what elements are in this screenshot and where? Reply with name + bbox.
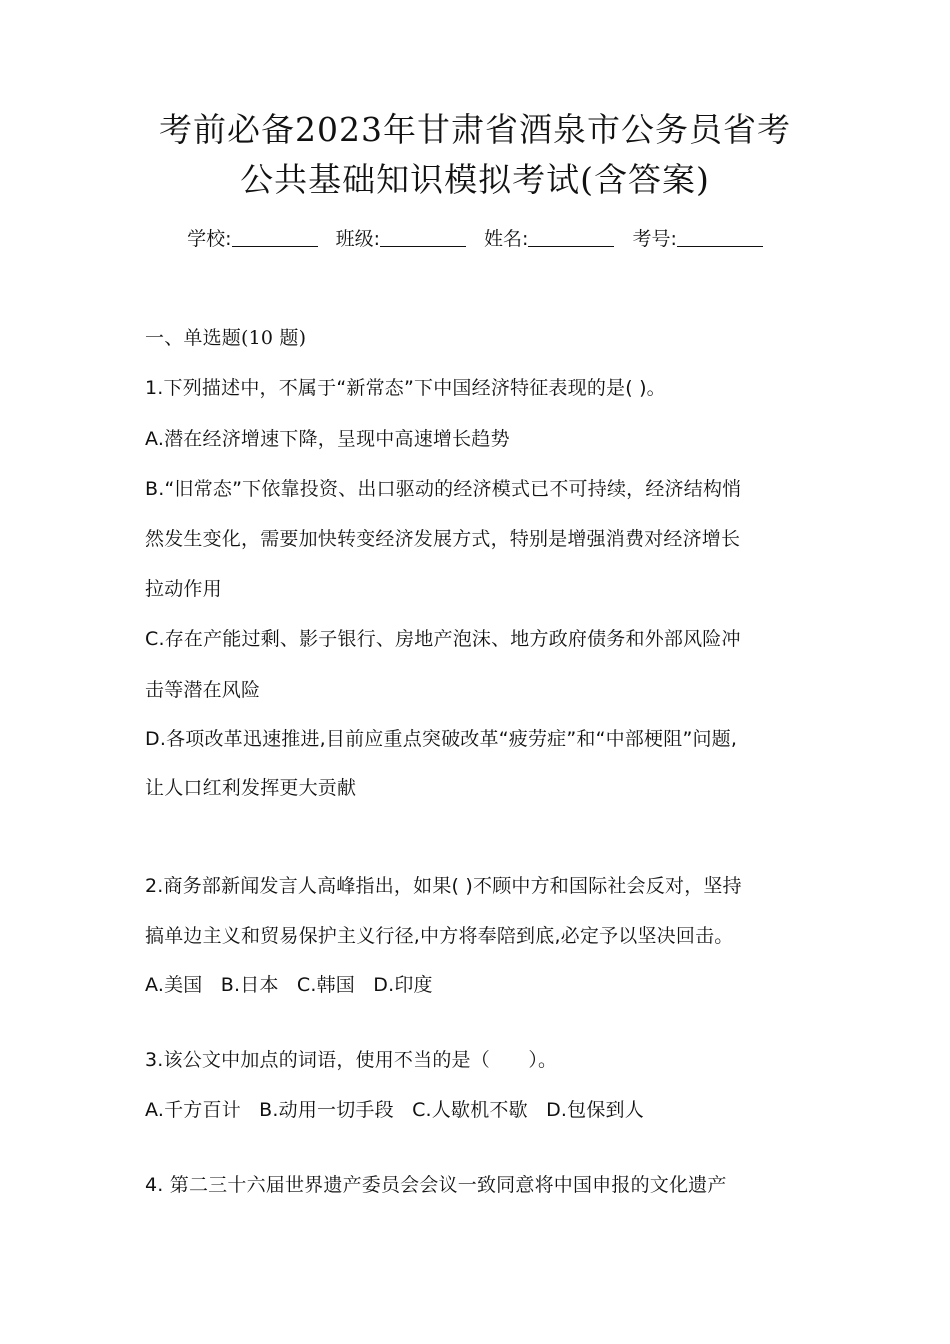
name-blank bbox=[528, 228, 614, 247]
question-3-option-d: D.包保到人 bbox=[546, 1099, 644, 1121]
exam-number-label: 考号: bbox=[632, 228, 677, 250]
section-heading: 一、单选题(10 题) bbox=[145, 327, 307, 349]
question-2-stem-line-1: 2.商务部新闻发言人高峰指出，如果( )不顾中方和国际社会反对，坚持 bbox=[145, 875, 742, 897]
school-blank bbox=[232, 228, 318, 247]
name-field bbox=[484, 228, 620, 250]
question-1-option-b-line-1: B.“旧常态”下依靠投资、出口驱动的经济模式已不可持续，经济结构悄 bbox=[145, 478, 742, 500]
question-3-option-c: C.人歇机不歇 bbox=[412, 1099, 528, 1121]
question-1-stem: 1.下列描述中，不属于“新常态”下中国经济特征表现的是( )。 bbox=[145, 377, 666, 399]
question-2-stem-line-2: 搞单边主义和贸易保护主义行径,中方将奉陪到底,必定予以坚决回击。 bbox=[145, 925, 734, 947]
page-title-line-1: 考前必备2023年甘肃省酒泉市公务员省考 bbox=[159, 110, 791, 149]
school-field bbox=[187, 228, 323, 250]
question-3-option-a: A.千方百计 bbox=[145, 1099, 241, 1121]
question-4-stem-line-1: 4. 第二三十六届世界遗产委员会会议一致同意将中国申报的文化遗产 bbox=[145, 1174, 727, 1196]
question-1-option-b-line-2: 然发生变化，需要加快转变经济发展方式，特别是增强消费对经济增长 bbox=[145, 528, 741, 550]
question-2-option-d: D.印度 bbox=[373, 974, 433, 996]
school-label: 学校: bbox=[187, 228, 232, 250]
page-title-line-2: 公共基础知识模拟考试(含答案) bbox=[240, 160, 710, 199]
question-2-option-c: C.韩国 bbox=[296, 974, 355, 996]
question-1-option-c-line-2: 击等潜在风险 bbox=[145, 679, 261, 701]
class-blank bbox=[380, 228, 466, 247]
question-3-stem: 3.该公文中加点的词语，使用不当的是（ ）。 bbox=[145, 1049, 558, 1071]
question-3-option-b: B.动用一切手段 bbox=[259, 1099, 394, 1121]
question-1-option-d-line-1: D.各项改革迅速推进,目前应重点突破改革“疲劳症”和“中部梗阻”问题, bbox=[145, 728, 738, 750]
exam-number-field bbox=[632, 228, 762, 250]
question-1-option-c-line-1: C.存在产能过剩、影子银行、房地产泡沫、地方政府债务和外部风险冲 bbox=[145, 628, 741, 650]
name-label: 姓名: bbox=[484, 228, 529, 250]
exam-number-blank bbox=[677, 228, 763, 247]
question-1-option-a: A.潜在经济增速下降，呈现中高速增长趋势 bbox=[145, 428, 510, 450]
student-info-row bbox=[0, 224, 950, 251]
question-1-option-d-line-2: 让人口红利发挥更大贡献 bbox=[145, 777, 357, 799]
class-label: 班级: bbox=[335, 228, 380, 250]
question-2-options bbox=[145, 970, 445, 997]
question-2-option-a: A.美国 bbox=[145, 974, 203, 996]
question-2-option-b: B.日本 bbox=[220, 974, 279, 996]
question-3-options bbox=[145, 1095, 656, 1122]
question-1-option-b-line-3: 拉动作用 bbox=[145, 578, 222, 600]
class-field bbox=[336, 228, 472, 250]
